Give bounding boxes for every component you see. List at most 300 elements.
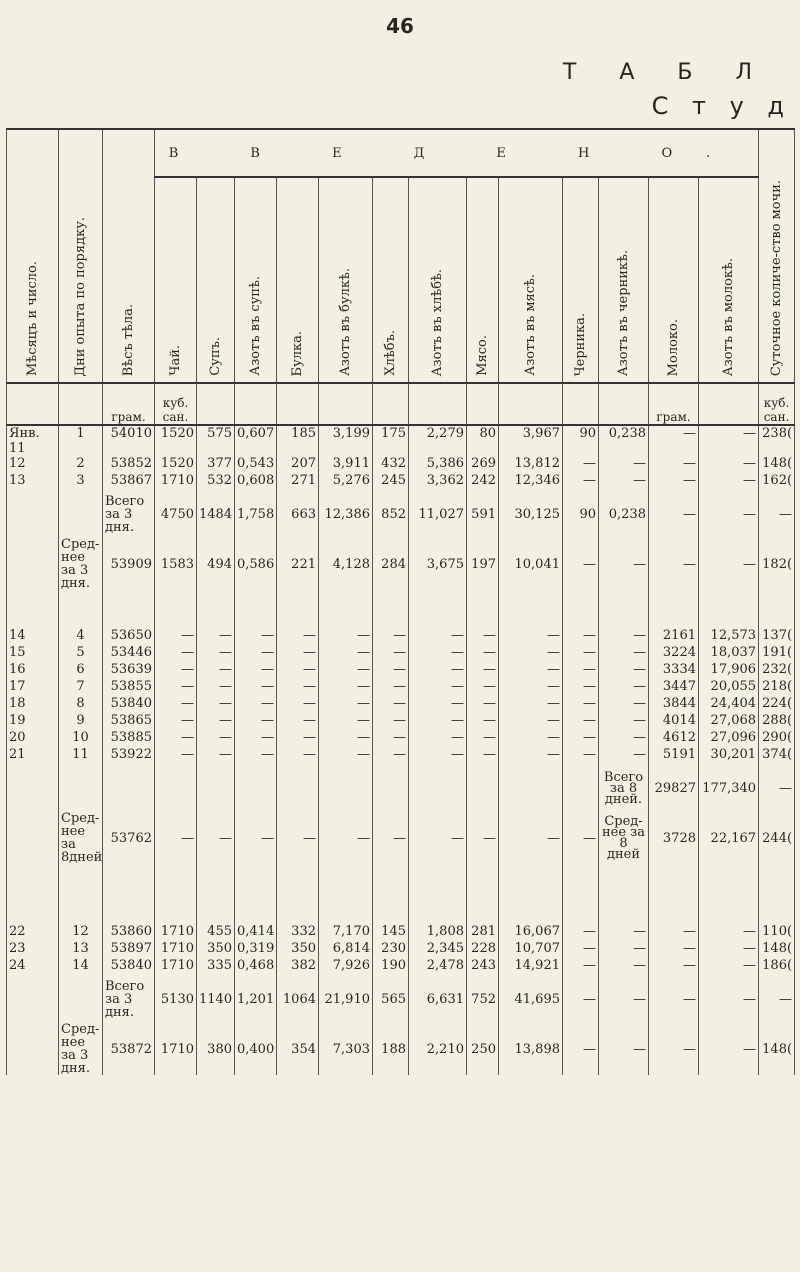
cell-value: —: [649, 941, 699, 958]
cell-value: —: [563, 958, 599, 975]
cell-value: —: [373, 645, 409, 662]
cell-value: —: [599, 538, 649, 590]
cell-value: —: [563, 941, 599, 958]
cell-value: —: [699, 473, 759, 490]
cell-value: —: [699, 941, 759, 958]
cell-value: —: [499, 747, 563, 764]
cell-month-day: [7, 975, 59, 1023]
cell-value: 377: [197, 456, 235, 473]
cell-body-weight: 53855: [103, 679, 155, 696]
cell-value: —: [699, 924, 759, 941]
cell-value: 13,812: [499, 456, 563, 473]
cell-value: 288(: [759, 713, 795, 730]
cell-value: 852: [373, 490, 409, 538]
cell-value: 1,808: [409, 924, 467, 941]
cell-value: 565: [373, 975, 409, 1023]
cell-value: —: [277, 747, 319, 764]
cell-value: —: [235, 696, 277, 713]
cell-value: —: [499, 713, 563, 730]
cell-experiment-day: 14: [59, 958, 103, 975]
cell-value: —: [563, 473, 599, 490]
cell-value: 24,404: [699, 696, 759, 713]
cell-value: —: [197, 645, 235, 662]
table-row: [7, 1023, 795, 1075]
cell-value: 284: [373, 538, 409, 590]
cell-value: 5,386: [409, 456, 467, 473]
cell-value: —: [563, 924, 599, 941]
cell-value: —: [649, 958, 699, 975]
cell-value: —: [599, 941, 649, 958]
cell-body-weight: [103, 764, 155, 812]
cell-value: 12,573: [699, 628, 759, 645]
cell-value: 0,400: [235, 1023, 277, 1075]
cell-body-weight: 53639: [103, 662, 155, 679]
cell-value: —: [277, 812, 319, 864]
cell-value: —: [373, 628, 409, 645]
cell-body-weight: 53852: [103, 456, 155, 473]
cell-value: —: [319, 747, 373, 764]
cell-value: —: [319, 696, 373, 713]
cell-value: —: [599, 924, 649, 941]
cell-value: —: [197, 747, 235, 764]
cell-value: —: [319, 812, 373, 864]
cell-value: —: [649, 425, 699, 456]
cell-value: —: [599, 1023, 649, 1075]
cell-value: 17,906: [699, 662, 759, 679]
cell-value: —: [499, 662, 563, 679]
table-title: Т А Б Л: [562, 60, 770, 85]
cell-month-day: 22: [7, 924, 59, 941]
cell-value: —: [155, 628, 197, 645]
cell-value: 186(: [759, 958, 795, 975]
cell-value: 2,345: [409, 941, 467, 958]
table-row: [7, 662, 795, 679]
cell-value: 191(: [759, 645, 795, 662]
cell-value: —: [319, 679, 373, 696]
cell-value: 4612: [649, 730, 699, 747]
cell-value: —: [409, 730, 467, 747]
header-col-urine: Суточное количе-ство мочи.: [759, 129, 795, 383]
cell-value: 0,543: [235, 456, 277, 473]
cell-value: —: [155, 679, 197, 696]
cell-value: 41,695: [499, 975, 563, 1023]
cell-value: —: [277, 679, 319, 696]
cell-experiment-day: 8: [59, 696, 103, 713]
cell-value: —: [499, 645, 563, 662]
page-number: 46: [386, 14, 414, 38]
cell-value: 2161: [649, 628, 699, 645]
cell-value: —: [277, 696, 319, 713]
header-col-meat-n: Азотъ въ мясѣ.: [499, 177, 563, 383]
cell-value: —: [319, 662, 373, 679]
cell-value: —: [197, 662, 235, 679]
cell-value: 1710: [155, 924, 197, 941]
cell-value: —: [699, 538, 759, 590]
cell-value: 148(: [759, 456, 795, 473]
cell-body-weight: 53840: [103, 696, 155, 713]
cell-value: —: [563, 662, 599, 679]
cell-value: 1520: [155, 425, 197, 456]
cell-value: —: [467, 628, 499, 645]
cell-value: 575: [197, 425, 235, 456]
cell-value: 228: [467, 941, 499, 958]
cell-value: —: [277, 662, 319, 679]
cell-value: 3334: [649, 662, 699, 679]
cell-value: —: [499, 812, 563, 864]
cell-value: —: [235, 730, 277, 747]
cell-value: 90: [563, 490, 599, 538]
cell-month-day: 21: [7, 747, 59, 764]
cell-value: —: [197, 679, 235, 696]
cell-value: 197: [467, 538, 499, 590]
cell-value: 455: [197, 924, 235, 941]
cell-experiment-day: 3: [59, 473, 103, 490]
cell-value: —: [467, 662, 499, 679]
cell-value: —: [277, 645, 319, 662]
cell-value: —: [197, 713, 235, 730]
cell-value: 0,238: [599, 425, 649, 456]
cell-value: 243: [467, 958, 499, 975]
cell-value: —: [197, 730, 235, 747]
cell-value: 0,238: [599, 490, 649, 538]
cell-value: —: [563, 1023, 599, 1075]
cell-value: —: [649, 456, 699, 473]
cell-value: —: [499, 679, 563, 696]
cell-value: —: [563, 456, 599, 473]
cell-body-weight: Всего за 3 дня.: [103, 975, 155, 1023]
cell-value: 182(: [759, 538, 795, 590]
cell-value: 3447: [649, 679, 699, 696]
cell-month-day: 15: [7, 645, 59, 662]
unit-cc-2: куб. сан.: [759, 383, 795, 425]
cell-value: —: [155, 645, 197, 662]
cell-month-day: 24: [7, 958, 59, 975]
cell-value: 7,303: [319, 1023, 373, 1075]
cell-value: —: [599, 662, 649, 679]
cell-value: 374(: [759, 747, 795, 764]
cell-body-weight: 53909: [103, 538, 155, 590]
cell-value: 1520: [155, 456, 197, 473]
cell-value: —: [319, 645, 373, 662]
cell-value: 1,201: [235, 975, 277, 1023]
cell-value: 27,068: [699, 713, 759, 730]
table-row: [7, 764, 795, 812]
cell-value: 5130: [155, 975, 197, 1023]
cell-experiment-day: Сред-нее за 3 дня.: [59, 1023, 103, 1075]
cell-value: 1710: [155, 941, 197, 958]
cell-value: 1710: [155, 958, 197, 975]
cell-body-weight: 53885: [103, 730, 155, 747]
cell-value: 238(: [759, 425, 795, 456]
cell-value: 5191: [649, 747, 699, 764]
cell-value: —: [499, 628, 563, 645]
cell-value: 3224: [649, 645, 699, 662]
cell-value: 5,276: [319, 473, 373, 490]
cell-value: 148(: [759, 1023, 795, 1075]
cell-value: —: [319, 628, 373, 645]
table-row: [7, 473, 795, 490]
cell-body-weight: 54010: [103, 425, 155, 456]
cell-value: —: [599, 645, 649, 662]
cell-experiment-day: [59, 975, 103, 1023]
cell-value: —: [649, 538, 699, 590]
cell-value: —: [319, 730, 373, 747]
cell-value: —: [599, 958, 649, 975]
cell-month-day: 18: [7, 696, 59, 713]
header-col-bread: Хлѣбъ.: [373, 177, 409, 383]
cell-value: 232(: [759, 662, 795, 679]
cell-value: 7,170: [319, 924, 373, 941]
cell-value: 1583: [155, 538, 197, 590]
cell-value: 0,608: [235, 473, 277, 490]
cell-value: —: [599, 696, 649, 713]
cell-value: —: [235, 812, 277, 864]
cell-value: [235, 764, 277, 812]
table-row: [7, 958, 795, 975]
cell-value: 1140: [197, 975, 235, 1023]
table-row: [7, 747, 795, 764]
cell-month-day: 20: [7, 730, 59, 747]
cell-month-day: 19: [7, 713, 59, 730]
table-row: [7, 456, 795, 473]
cell-body-weight: 53865: [103, 713, 155, 730]
cell-value: 10,041: [499, 538, 563, 590]
cell-value: —: [235, 713, 277, 730]
cell-value: 6,631: [409, 975, 467, 1023]
cell-value: 27,096: [699, 730, 759, 747]
table-row: [7, 696, 795, 713]
table-subtitle: С т у д: [651, 92, 792, 120]
unit-cc: куб. сан.: [155, 383, 197, 425]
cell-value: —: [235, 747, 277, 764]
cell-value: —: [599, 628, 649, 645]
header-col-soup: Супъ.: [197, 177, 235, 383]
cell-value: —: [699, 1023, 759, 1075]
cell-value: —: [563, 696, 599, 713]
cell-value: 21,910: [319, 975, 373, 1023]
cell-value: 0,319: [235, 941, 277, 958]
cell-body-weight: 53860: [103, 924, 155, 941]
cell-value: 0,607: [235, 425, 277, 456]
cell-body-weight: 53897: [103, 941, 155, 958]
cell-value: 188: [373, 1023, 409, 1075]
cell-value: 2,210: [409, 1023, 467, 1075]
cell-value: 290(: [759, 730, 795, 747]
header-col-bread-n: Азотъ въ хлѣбѣ.: [409, 177, 467, 383]
cell-value: 3,362: [409, 473, 467, 490]
cell-value: —: [373, 696, 409, 713]
cell-value: —: [373, 730, 409, 747]
cell-month-day: [7, 764, 59, 812]
cell-value: —: [197, 812, 235, 864]
cell-value: —: [155, 696, 197, 713]
cell-value: —: [235, 679, 277, 696]
cell-value: 11,027: [409, 490, 467, 538]
cell-value: 224(: [759, 696, 795, 713]
cell-value: —: [409, 628, 467, 645]
cell-value: 1064: [277, 975, 319, 1023]
cell-body-weight: Всего за 3 дня.: [103, 490, 155, 538]
cell-value: 0,468: [235, 958, 277, 975]
cell-value: —: [155, 713, 197, 730]
cell-value: —: [599, 730, 649, 747]
cell-value: —: [563, 975, 599, 1023]
cell-value: —: [563, 538, 599, 590]
cell-value: 4,128: [319, 538, 373, 590]
cell-value: —: [699, 975, 759, 1023]
cell-value: —: [699, 456, 759, 473]
cell-value: 332: [277, 924, 319, 941]
cell-value: —: [563, 730, 599, 747]
cell-value: 3,967: [499, 425, 563, 456]
header-group-introduced: В В Е Д Е Н О.: [155, 129, 759, 177]
cell-value: —: [599, 473, 649, 490]
table-row: [7, 425, 795, 456]
cell-value: 3844: [649, 696, 699, 713]
cell-value: 3728: [649, 812, 699, 864]
cell-value: —: [409, 662, 467, 679]
cell-value: —: [373, 713, 409, 730]
header-col-meat: Мясо.: [467, 177, 499, 383]
cell-value: —: [197, 696, 235, 713]
header-col-tea: Чай.: [155, 177, 197, 383]
cell-value: 29827: [649, 764, 699, 812]
cell-value: —: [373, 662, 409, 679]
cell-value: 4014: [649, 713, 699, 730]
cell-value: 354: [277, 1023, 319, 1075]
header-col-blueberry: Черника.: [563, 177, 599, 383]
cell-value: —: [649, 473, 699, 490]
cell-value: —: [409, 812, 467, 864]
cell-value: —: [467, 812, 499, 864]
cell-value: —: [599, 713, 649, 730]
cell-value: —: [563, 812, 599, 864]
cell-value: [499, 764, 563, 812]
cell-value: —: [277, 730, 319, 747]
cell-value: —: [277, 628, 319, 645]
cell-value: —: [759, 975, 795, 1023]
cell-value: —: [373, 812, 409, 864]
cell-value: —: [155, 730, 197, 747]
cell-body-weight: 53922: [103, 747, 155, 764]
cell-value: —: [235, 645, 277, 662]
table-row: [7, 679, 795, 696]
cell-value: 432: [373, 456, 409, 473]
cell-month-day: Янв. 11: [7, 425, 59, 456]
cell-value: —: [373, 679, 409, 696]
table-row: [7, 812, 795, 864]
cell-month-day: 14: [7, 628, 59, 645]
cell-value: 7,926: [319, 958, 373, 975]
cell-value: —: [409, 713, 467, 730]
cell-value: —: [599, 456, 649, 473]
cell-value: —: [409, 747, 467, 764]
cell-value: —: [467, 645, 499, 662]
cell-body-weight: 53840: [103, 958, 155, 975]
cell-value: Сред-нее за 8 дней: [599, 812, 649, 864]
cell-value: 6,814: [319, 941, 373, 958]
cell-value: —: [649, 490, 699, 538]
cell-value: [467, 764, 499, 812]
cell-value: —: [699, 490, 759, 538]
cell-value: 1484: [197, 490, 235, 538]
cell-value: —: [649, 975, 699, 1023]
cell-value: 4750: [155, 490, 197, 538]
cell-month-day: [7, 1023, 59, 1075]
unit-gram: грам.: [103, 383, 155, 425]
cell-value: 3,199: [319, 425, 373, 456]
cell-experiment-day: 7: [59, 679, 103, 696]
cell-value: —: [599, 747, 649, 764]
cell-value: 281: [467, 924, 499, 941]
cell-value: 245: [373, 473, 409, 490]
cell-body-weight: 53446: [103, 645, 155, 662]
cell-value: 0,586: [235, 538, 277, 590]
cell-experiment-day: 13: [59, 941, 103, 958]
cell-value: 148(: [759, 941, 795, 958]
cell-value: 207: [277, 456, 319, 473]
header-experiment-day: Дни опыта по порядку.: [59, 129, 103, 383]
cell-month-day: 13: [7, 473, 59, 490]
cell-value: —: [563, 679, 599, 696]
table-row: [7, 645, 795, 662]
cell-value: 2,478: [409, 958, 467, 975]
cell-value: —: [235, 662, 277, 679]
cell-value: 14,921: [499, 958, 563, 975]
cell-value: —: [409, 645, 467, 662]
cell-value: 230: [373, 941, 409, 958]
cell-value: —: [759, 764, 795, 812]
cell-value: 3,675: [409, 538, 467, 590]
cell-value: —: [373, 747, 409, 764]
cell-value: —: [409, 679, 467, 696]
cell-value: 190: [373, 958, 409, 975]
cell-value: 177,340: [699, 764, 759, 812]
cell-value: —: [599, 975, 649, 1023]
table-row: [7, 924, 795, 941]
header-body-weight: Вѣсъ тѣла.: [103, 129, 155, 383]
cell-value: [563, 764, 599, 812]
cell-value: 269: [467, 456, 499, 473]
cell-value: 137(: [759, 628, 795, 645]
cell-value: 2,279: [409, 425, 467, 456]
cell-month-day: [7, 490, 59, 538]
cell-experiment-day: 12: [59, 924, 103, 941]
table-row: [7, 538, 795, 590]
cell-value: —: [467, 747, 499, 764]
cell-value: 244(: [759, 812, 795, 864]
cell-value: 162(: [759, 473, 795, 490]
cell-value: 218(: [759, 679, 795, 696]
cell-value: [373, 764, 409, 812]
cell-experiment-day: 6: [59, 662, 103, 679]
cell-value: 110(: [759, 924, 795, 941]
cell-value: —: [563, 713, 599, 730]
cell-month-day: [7, 812, 59, 864]
cell-value: —: [699, 425, 759, 456]
cell-value: —: [649, 1023, 699, 1075]
cell-value: 22,167: [699, 812, 759, 864]
table-row: [7, 975, 795, 1023]
cell-month-day: 12: [7, 456, 59, 473]
header-month-day: Мѣсяцъ и число.: [7, 129, 59, 383]
cell-value: —: [197, 628, 235, 645]
table-row: [7, 713, 795, 730]
table-row: [7, 490, 795, 538]
cell-value: 382: [277, 958, 319, 975]
cell-value: [197, 764, 235, 812]
cell-value: 18,037: [699, 645, 759, 662]
